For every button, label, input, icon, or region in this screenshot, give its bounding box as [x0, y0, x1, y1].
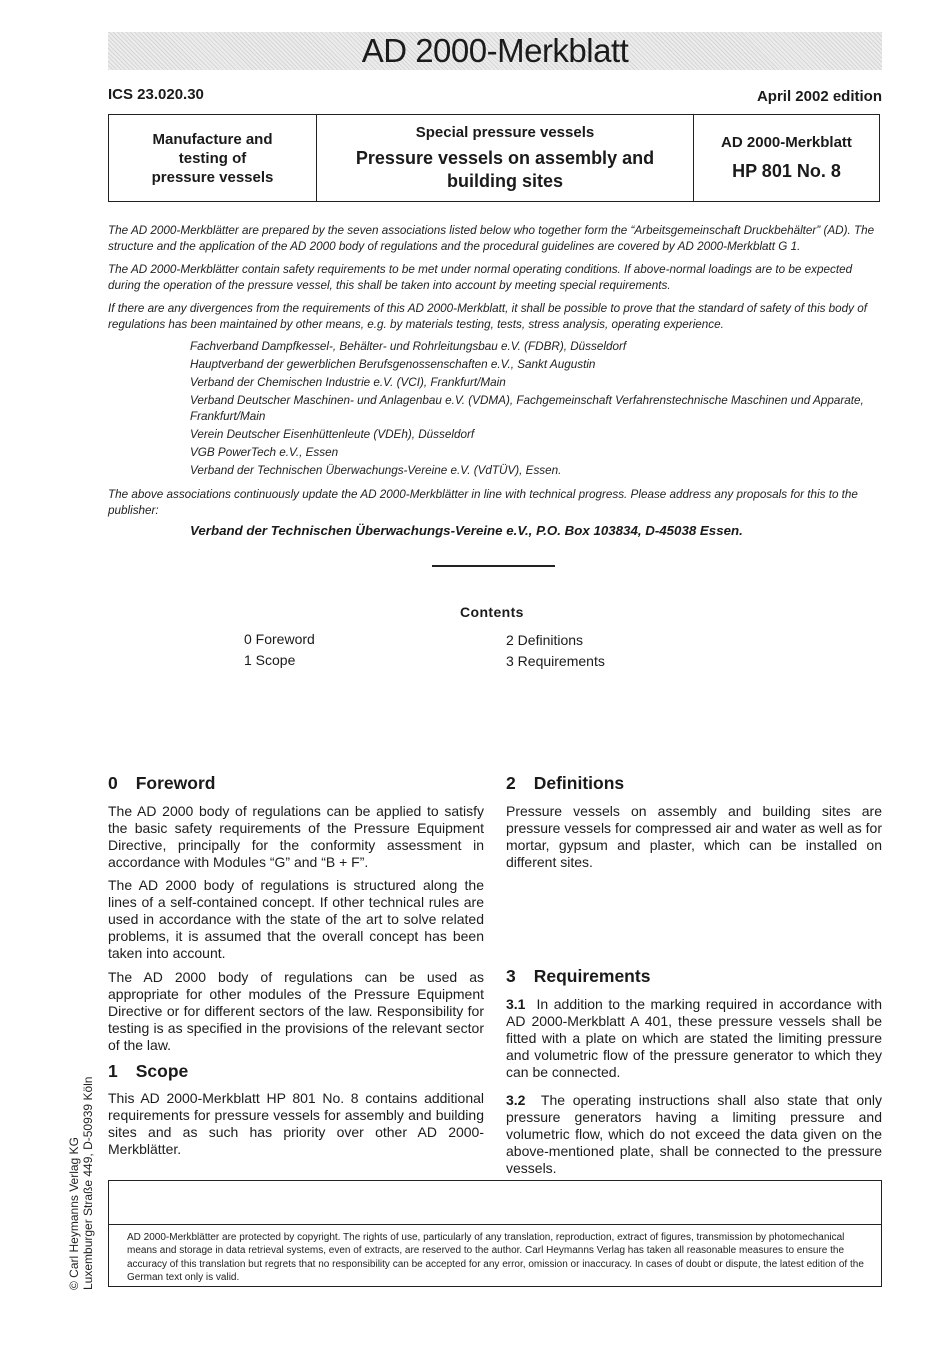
association-item: Verband der Technischen Überwachungs-Vereine e.V. (VdTÜV), Essen. — [190, 463, 562, 477]
clause-number: 3.1 — [506, 996, 526, 1012]
subject-title: Pressure vessels on assembly and building sites — [355, 147, 655, 191]
foreword-paragraph: The AD 2000 body of regulations can be applied to satisfy the basic safety requirements of the Pressure Equipment Directive, principally for the conformity assessment in accordance with Modules “G” and “B + F”. — [108, 803, 484, 870]
footer-box — [108, 1180, 882, 1287]
scope-paragraph: This AD 2000-Merkblatt HP 801 No. 8 contains additional requirements for pressure vessels for assembly and building sites and as such has priority over other AD 2000-Merkblätter. — [108, 1090, 484, 1157]
association-item: Verband der Chemischen Industrie e.V. (VCI), Frankfurt/Main — [190, 376, 506, 389]
category-cell — [109, 115, 317, 201]
section-heading-definitions — [506, 773, 624, 794]
definitions-paragraph: Pressure vessels on assembly and building sites are pressure vessels for compressed air and water as well as for mortar, gypsum and plaster, which can be installed on different sites. — [506, 803, 882, 870]
clause-text: In addition to the marking required in accordance with AD 2000-Merkblatt A 401, these pressure vessels shall be fitted with a plate on which are stated the limiting pressure and volumetric flow of the pressure generator to which they can be connected. — [506, 996, 882, 1080]
section-title: Scope — [135, 1061, 189, 1081]
category-line: Manufacture and — [152, 130, 273, 148]
section-number: 0 — [108, 773, 118, 793]
publisher-address-margin: Luxemburger Straße 449, D-50939 Köln — [81, 1076, 95, 1290]
copyright-panel — [109, 1224, 881, 1286]
association-item: Verband Deutscher Maschinen- und Anlagenbau e.V. (VDMA), Fachgemeinschaft Verfahrenstechnische Maschinen und Apparate, Frankfurt/Main — [190, 394, 864, 423]
document-title: AD 2000-Merkblatt — [361, 32, 629, 69]
foreword-paragraph: The AD 2000 body of regulations can be used as appropriate for other modules of the Pressure Equipment Directive or for different sectors of the law. Responsibility for testing is as specified in the provisions of the relevant sector of the law. — [108, 969, 484, 1053]
association-item: Hauptverband der gewerblichen Berufsgenossenschaften e.V., Sankt Augustin — [190, 358, 596, 371]
document-series: AD 2000-Merkblatt — [721, 134, 852, 151]
association-item: VGB PowerTech e.V., Essen — [190, 445, 339, 459]
section-title: Requirements — [533, 966, 651, 986]
requirement-paragraph — [506, 1092, 882, 1177]
section-number: 3 — [506, 966, 516, 986]
toc-item[interactable]: 3 Requirements — [506, 653, 605, 669]
document-number: HP 801 No. 8 — [732, 161, 841, 181]
clause-text: The operating instructions shall also state that only pressure generators having a limiting pressure and volumetric flow, which do not exceed the data given on the above-mentioned plate, shall be connected to the pressure vessels. — [506, 1092, 883, 1176]
copyright-notice: AD 2000-Merkblätter are protected by copyright. The rights of use, particularly of any translation, reproduction, extract of figures, transmission by photomechanical means and storage in data retrieval systems, even of extracts, are reserved to the author. Carl Heymanns Verlag has taken all reasonable measures to ensure the accuracy of this translation but regrets that no responsibility can be accepted for any error, omission or inaccuracy. In cases of doubt or dispute, the latest edition of the German text only is valid. — [127, 1232, 864, 1283]
publisher-name: © Carl Heymanns Verlag KG — [67, 1137, 81, 1290]
toc-item[interactable]: 0 Foreword — [244, 631, 315, 647]
intro-paragraph: The above associations continuously update the AD 2000-Merkblätter in line with technical progress. Please address any proposals for this to the publisher: — [108, 488, 858, 517]
association-item: Verein Deutscher Eisenhüttenleute (VDEh), Düsseldorf — [190, 427, 475, 441]
intro-paragraph: The AD 2000-Merkblätter are prepared by the seven associations listed below who together form the “Arbeitsgemeinschaft Druckbehälter” (AD). The structure and the application of the AD 2000 body of regulations and the procedural guidelines are covered by AD 2000-Merkblatt G 1. — [108, 224, 875, 253]
subject-subtitle: Special pressure vessels — [415, 123, 595, 141]
header-box — [108, 114, 880, 202]
document-id-cell — [694, 115, 879, 201]
edition-date: April 2002 edition — [756, 88, 882, 105]
association-list — [190, 339, 880, 481]
section-title: Definitions — [533, 773, 625, 793]
toc-item[interactable]: 2 Definitions — [506, 632, 584, 648]
document-title-band — [108, 32, 882, 70]
contents-title: Contents — [460, 604, 524, 620]
category-line: pressure vessels — [151, 168, 274, 186]
association-item: Fachverband Dampfkessel-, Behälter- und Rohrleitungsbau e.V. (FDBR), Düsseldorf — [190, 340, 627, 353]
subject-cell — [317, 115, 694, 201]
section-heading-foreword — [108, 773, 215, 794]
intro-paragraph: The AD 2000-Merkblätter contain safety requirements to be met under normal operating conditions. If above-normal loadings are to be expected during the operation of the pressure vessel, this shall be taken into account by meeting special requirements. — [108, 263, 853, 292]
section-title: Foreword — [135, 773, 216, 793]
foreword-paragraph: The AD 2000 body of regulations is structured along the lines of a self-contained concept. If other technical rules are used in accordance with the state of the art to solve related problems, it is assumed that the overall concept has been taken into account. — [108, 877, 484, 961]
toc-item[interactable]: 1 Scope — [244, 652, 296, 668]
divider — [432, 565, 555, 567]
publisher-margin-note — [67, 1077, 95, 1290]
section-number: 1 — [108, 1061, 118, 1081]
publisher-address: Verband der Technischen Überwachungs-Vereine e.V., P.O. Box 103834, D-45038 Essen. — [190, 523, 743, 538]
ics-code: ICS 23.020.30 — [108, 86, 204, 103]
clause-number: 3.2 — [506, 1092, 526, 1108]
category-line: testing of — [178, 149, 247, 167]
section-heading-requirements — [506, 966, 650, 987]
section-number: 2 — [506, 773, 516, 793]
requirement-paragraph — [506, 996, 882, 1081]
intro-paragraph: If there are any divergences from the requirements of this AD 2000-Merkblatt, it shall be possible to prove that the standard of safety of this body of regulations has been maintained by other means, e.g. by materials testing, tests, stress analysis, operating experience. — [108, 302, 868, 331]
section-heading-scope — [108, 1061, 188, 1082]
